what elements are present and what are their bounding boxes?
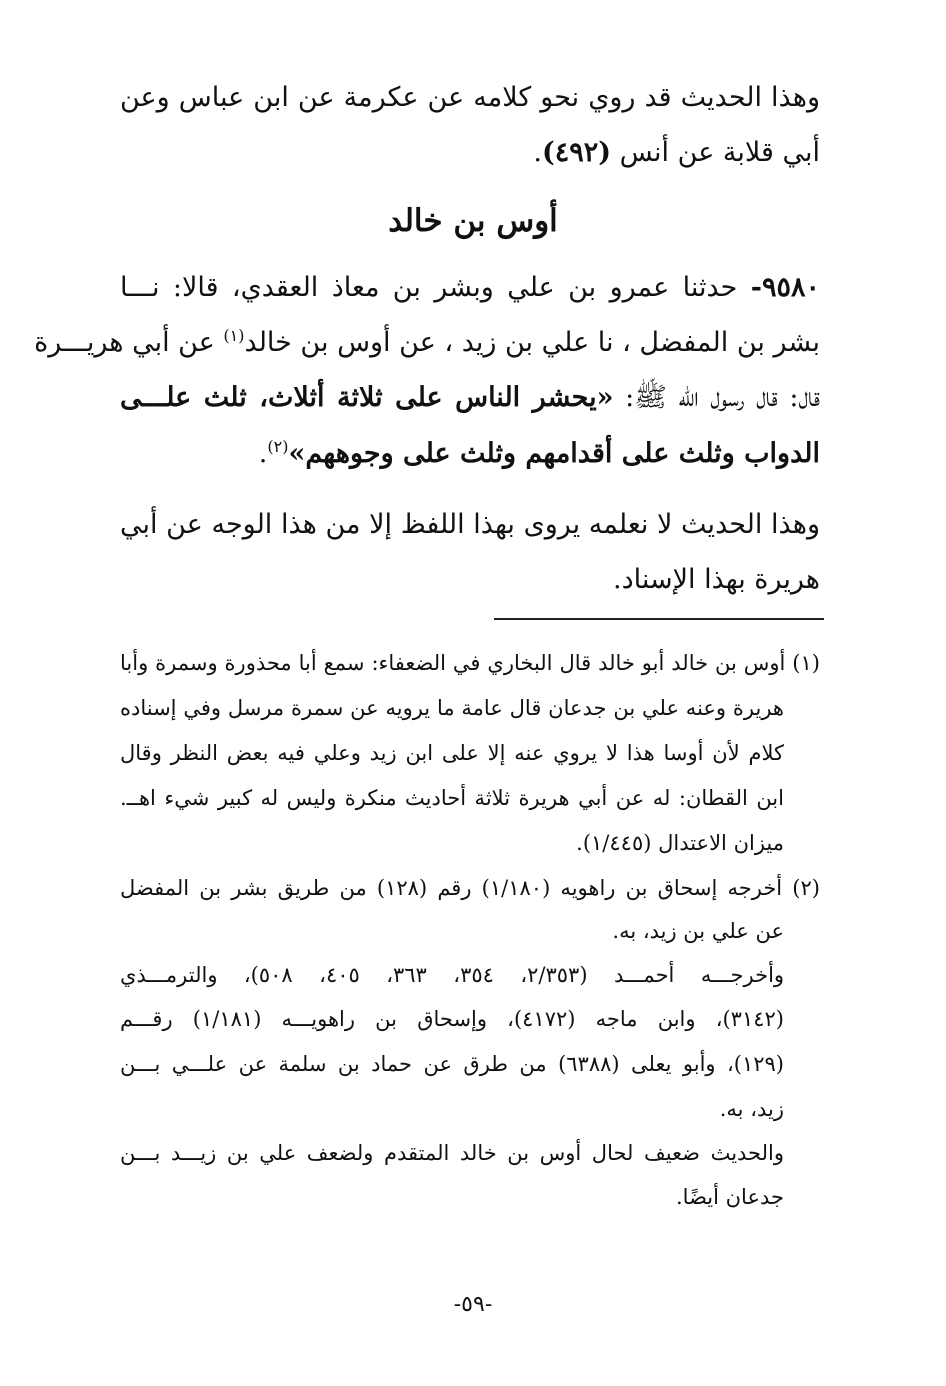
comment-line-1: وهذا الحديث لا نعلمه يروى بهذا اللفظ إلا من هذا الوجه عن أبي (120, 509, 820, 540)
footnote-1-line: هريرة وعنه علي بن جدعان قال عامة ما يرويه عن سمرة مرسل وفي إسناده (120, 696, 784, 720)
footnote-1-line: ميزان الاعتدال (١/٤٤٥). (576, 831, 784, 855)
footnote-2-line: (٣١٤٢)، وابن ماجه (٤١٧٢)، وإسحاق بن راهويـــه (١/١٨١) رقـــم (120, 1007, 784, 1031)
footnote-2-line: عن علي بن زيد، به. (612, 919, 784, 943)
intro-line-2 (120, 133, 820, 173)
hadith-matn-start: «يحشر الناس على ثلاثة أثلاث، ثلث علـــى (120, 382, 614, 413)
hadith-line-3-a: قال: قال رسول الله ﷺ: (613, 382, 820, 413)
footnote-2-line: جدعان أيضًا. (676, 1185, 784, 1209)
footnote-2-line: (٢) أخرجه إسحاق بن راهويه (١/١٨٠) رقم (١٢٨) من طريق بشر بن المفضل (120, 876, 820, 900)
hadith-line-2-b: عن أبي هريـــرة (34, 327, 224, 358)
comment-line-2: هريرة بهذا الإسناد. (613, 564, 820, 595)
intro-line-2-end: . (533, 137, 542, 168)
footnote-1-line: ابن القطان: له عن أبي هريرة ثلاثة أحاديث منكرة وليس له كبير شيء اهــ. (120, 786, 784, 810)
footnote-ref-2: (٢) (267, 437, 289, 456)
footnote-ref-1: (١) (223, 326, 245, 345)
section-heading: أوس بن خالد (388, 203, 558, 239)
footnote-2-line: (١٢٩)، وأبو يعلى (٦٣٨٨) من طرق عن حماد بن سلمة عن علـــي بـــن (120, 1052, 784, 1076)
hadith-line-2 (34, 323, 820, 363)
hadith-line-4 (120, 434, 820, 474)
footnote-2-line: وأخرجـــه أحمـــد (٢/٣٥٣، ٣٥٤، ٣٦٣، ٤٠٥، ٥٠٨)، والترمـــذي (120, 963, 785, 987)
footnote-divider (494, 618, 824, 620)
hadith-line-3 (120, 378, 820, 418)
footnote-1-line: كلام لأن أوسا هذا لا يروي عنه إلا على ابن زيد وعلي فيه بعض النظر وقال (120, 741, 784, 765)
hadith-matn-end: الدواب وثلث على أقدامهم وثلث على وجوههم» (288, 438, 820, 469)
intro-line-2-text: أبي قلابة عن أنس (611, 137, 820, 168)
hadith-reference-number: (٤٩٢) (541, 137, 612, 168)
hadith-line-2-a: بشر بن المفضل ، نا علي بن زيد ، عن أوس بن خالد (244, 327, 820, 358)
hadith-line-4-end: . (258, 438, 268, 469)
footnote-2-line: والحديث ضعيف لحال أوس بن خالد المتقدم ولضعف علي بن زيـــد بـــن (120, 1141, 784, 1165)
hadith-line-1-text: حدثنا عمرو بن علي وبشر بن معاذ العقدي، قالا: نـــا (120, 272, 751, 303)
footnote-1-line: (١) أوس بن خالد أبو خالد قال البخاري في الضعفاء: سمع أبا محذورة وسمرة وأبا (120, 651, 820, 675)
page-number: -٥٩- (453, 1292, 493, 1317)
footnote-2-line: زيد، به. (719, 1097, 784, 1121)
hadith-number: ٩٥٨٠- (750, 272, 820, 303)
intro-line-1: وهذا الحديث قد روي نحو كلامه عن عكرمة عن ابن عباس وعن (120, 82, 820, 113)
hadith-line-1 (120, 268, 820, 308)
